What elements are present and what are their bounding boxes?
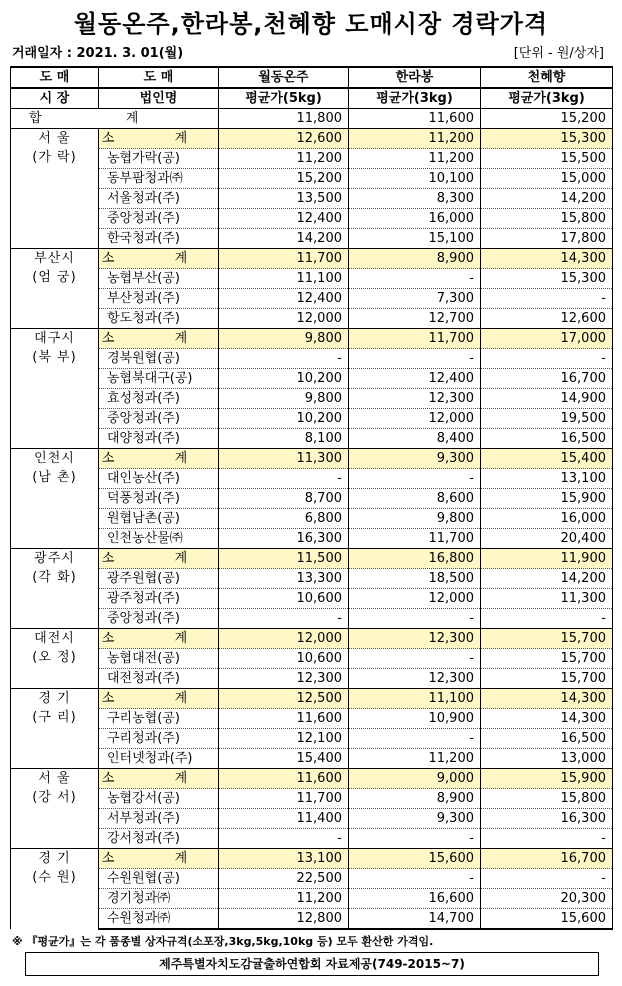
- price-cell-3: 15,800: [481, 789, 613, 809]
- corp-name: 농협강서(공): [99, 789, 219, 809]
- price-cell-3: 15,300: [481, 269, 613, 289]
- price-cell-2: -: [349, 269, 481, 289]
- market-name-line2: (강 서): [32, 790, 77, 805]
- price-cell-1: 14,200: [219, 229, 349, 249]
- price-cell-3: 16,700: [481, 849, 613, 869]
- corp-name: 광주원협(공): [99, 569, 219, 589]
- price-cell-2: 11,700: [349, 529, 481, 549]
- unit-label: [단위 - 원/상자]: [513, 46, 604, 61]
- table-body: [11, 109, 613, 930]
- table-row: [11, 589, 613, 609]
- market-name-line1: 대전시: [34, 631, 75, 646]
- table-row: [11, 229, 613, 249]
- price-cell-1: 15,200: [219, 169, 349, 189]
- price-table: [10, 66, 613, 930]
- price-cell-2: 12,300: [349, 669, 481, 689]
- price-cell-1: 12,000: [219, 629, 349, 649]
- price-cell-3: 15,300: [481, 129, 613, 149]
- header-col1-2: 평균가(5kg): [219, 88, 349, 109]
- price-cell-2: 11,100: [349, 689, 481, 709]
- price-cell-1: 9,800: [219, 389, 349, 409]
- corp-name: 중앙청과(주): [99, 209, 219, 229]
- footnote: ※ 『평균가』는 각 품종별 상자규격(소포장,3kg,5kg,10kg 등) 모두 환산한 가격임.: [12, 935, 434, 948]
- price-cell-2: 8,900: [349, 249, 481, 269]
- price-cell-2: -: [349, 349, 481, 369]
- price-cell-2: 11,200: [349, 749, 481, 769]
- price-cell-2: 11,700: [349, 329, 481, 349]
- table-row: [11, 369, 613, 389]
- subtotal-row: [11, 249, 613, 269]
- total-v1: 11,800: [219, 109, 349, 129]
- price-cell-3: 16,300: [481, 809, 613, 829]
- table-row: [11, 789, 613, 809]
- market-name: [11, 549, 99, 629]
- table-row: [11, 609, 613, 629]
- price-cell-3: 20,400: [481, 529, 613, 549]
- table-row: [11, 509, 613, 529]
- price-cell-3: 16,700: [481, 369, 613, 389]
- market-name: [11, 249, 99, 329]
- header-col3: 천혜향: [481, 67, 613, 88]
- price-cell-1: 11,600: [219, 769, 349, 789]
- price-cell-2: -: [349, 609, 481, 629]
- market-name-line2: (오 정): [32, 650, 77, 665]
- subtotal-label: 소 계: [99, 629, 219, 649]
- table-row: [11, 349, 613, 369]
- price-cell-1: 12,400: [219, 289, 349, 309]
- price-cell-2: 15,600: [349, 849, 481, 869]
- price-cell-2: 16,600: [349, 889, 481, 909]
- subtotal-row: [11, 689, 613, 709]
- price-cell-1: 11,100: [219, 269, 349, 289]
- price-cell-3: -: [481, 869, 613, 889]
- price-cell-1: 10,200: [219, 369, 349, 389]
- price-cell-3: 15,700: [481, 669, 613, 689]
- market-name-line2: (남 촌): [32, 470, 77, 485]
- market-name-line2: (가 락): [32, 150, 77, 165]
- corp-name: 서울청과(주): [99, 189, 219, 209]
- table-row: [11, 649, 613, 669]
- price-cell-3: 16,500: [481, 729, 613, 749]
- market-name-line2: (북 부): [32, 350, 77, 365]
- corp-name: 수원원협(공): [99, 869, 219, 889]
- market-name-line2: (구 리): [32, 710, 77, 725]
- price-cell-1: 13,100: [219, 849, 349, 869]
- price-cell-2: 12,000: [349, 409, 481, 429]
- price-cell-2: -: [349, 829, 481, 849]
- market-name: [11, 769, 99, 849]
- trade-date: 거래일자 : 2021. 3. 01(월): [12, 46, 184, 61]
- price-cell-2: 16,800: [349, 549, 481, 569]
- price-cell-1: 13,500: [219, 189, 349, 209]
- table-row: [11, 869, 613, 889]
- subtotal-label: 소 계: [99, 549, 219, 569]
- market-name: [11, 629, 99, 689]
- market-name-line1: 인천시: [34, 451, 75, 466]
- market-name: [11, 689, 99, 769]
- corp-name: 항도청과(주): [99, 309, 219, 329]
- price-cell-1: 11,500: [219, 549, 349, 569]
- price-cell-2: 9,800: [349, 509, 481, 529]
- price-cell-2: 8,300: [349, 189, 481, 209]
- subtotal-label: 소 계: [99, 689, 219, 709]
- price-cell-3: 19,500: [481, 409, 613, 429]
- subtotal-row: [11, 849, 613, 869]
- price-cell-2: 9,300: [349, 449, 481, 469]
- market-name-line1: 경 기: [38, 851, 71, 866]
- total-row: [11, 109, 613, 129]
- total-v2: 11,600: [349, 109, 481, 129]
- price-cell-2: -: [349, 869, 481, 889]
- price-cell-1: 11,300: [219, 449, 349, 469]
- price-cell-2: 8,600: [349, 489, 481, 509]
- price-cell-3: -: [481, 829, 613, 849]
- market-name: [11, 329, 99, 449]
- market-name: [11, 849, 99, 930]
- corp-name: 광주청과(주): [99, 589, 219, 609]
- header-market-2: 시 장: [11, 88, 99, 109]
- corp-name: 부산청과(주): [99, 289, 219, 309]
- price-cell-1: 10,600: [219, 589, 349, 609]
- table-row: [11, 309, 613, 329]
- subtotal-row: [11, 329, 613, 349]
- table-row: [11, 289, 613, 309]
- price-cell-3: 17,000: [481, 329, 613, 349]
- price-cell-3: 13,000: [481, 749, 613, 769]
- corp-name: 강서청과(주): [99, 829, 219, 849]
- market-name: [11, 129, 99, 249]
- header-col1: 월동온주: [219, 67, 349, 88]
- subtotal-label: 소 계: [99, 329, 219, 349]
- price-cell-1: 16,300: [219, 529, 349, 549]
- price-cell-1: 11,200: [219, 149, 349, 169]
- price-cell-3: 15,900: [481, 769, 613, 789]
- price-cell-1: -: [219, 609, 349, 629]
- table-row: [11, 809, 613, 829]
- price-cell-3: 12,600: [481, 309, 613, 329]
- price-cell-3: 20,300: [481, 889, 613, 909]
- price-cell-2: 10,900: [349, 709, 481, 729]
- subtotal-label: 소 계: [99, 449, 219, 469]
- table-row: [11, 269, 613, 289]
- price-cell-1: -: [219, 469, 349, 489]
- price-cell-1: 12,100: [219, 729, 349, 749]
- corp-name: 인터넷청과(주): [99, 749, 219, 769]
- market-name-line1: 경 기: [38, 691, 71, 706]
- corp-name: 인천농산물㈜: [99, 529, 219, 549]
- price-cell-2: 12,700: [349, 309, 481, 329]
- total-v3: 15,200: [481, 109, 613, 129]
- corp-name: 수원청과㈜: [99, 909, 219, 930]
- table-row: [11, 829, 613, 849]
- corp-name: 중앙청과(주): [99, 609, 219, 629]
- subtotal-row: [11, 129, 613, 149]
- market-name-line2: (수 원): [32, 870, 77, 885]
- price-cell-3: 15,600: [481, 909, 613, 930]
- corp-name: 농협가락(공): [99, 149, 219, 169]
- table-row: [11, 189, 613, 209]
- corp-name: 구리청과(주): [99, 729, 219, 749]
- price-cell-3: 15,500: [481, 149, 613, 169]
- corp-name: 한국청과(주): [99, 229, 219, 249]
- header-col2: 한라봉: [349, 67, 481, 88]
- corp-name: 덕풍청과(주): [99, 489, 219, 509]
- price-cell-2: 8,400: [349, 429, 481, 449]
- table-row: [11, 169, 613, 189]
- price-cell-3: 14,200: [481, 189, 613, 209]
- table-row: [11, 729, 613, 749]
- price-cell-1: 11,700: [219, 249, 349, 269]
- corp-name: 경기청과㈜: [99, 889, 219, 909]
- price-cell-1: 9,800: [219, 329, 349, 349]
- table-row: [11, 429, 613, 449]
- price-cell-1: 12,800: [219, 909, 349, 930]
- price-cell-1: 11,200: [219, 889, 349, 909]
- price-cell-2: 8,900: [349, 789, 481, 809]
- corp-name: 중앙청과(주): [99, 409, 219, 429]
- market-name-line2: (각 화): [32, 570, 77, 585]
- corp-name: 대전청과(주): [99, 669, 219, 689]
- table-row: [11, 709, 613, 729]
- corp-name: 대양청과(주): [99, 429, 219, 449]
- price-cell-3: 11,300: [481, 589, 613, 609]
- table-row: [11, 489, 613, 509]
- market-name-line2: (엄 궁): [32, 270, 77, 285]
- subtotal-label: 소 계: [99, 849, 219, 869]
- price-cell-1: 12,600: [219, 129, 349, 149]
- price-cell-3: 15,700: [481, 629, 613, 649]
- market-name-line1: 광주시: [34, 551, 75, 566]
- price-cell-1: 6,800: [219, 509, 349, 529]
- price-cell-2: 9,300: [349, 809, 481, 829]
- price-cell-1: 12,300: [219, 669, 349, 689]
- price-cell-2: 10,100: [349, 169, 481, 189]
- market-name-line1: 서 울: [38, 131, 71, 146]
- table-row: [11, 409, 613, 429]
- price-cell-2: 12,300: [349, 389, 481, 409]
- price-cell-3: 16,000: [481, 509, 613, 529]
- corp-name: 농협부산(공): [99, 269, 219, 289]
- price-cell-3: 13,100: [481, 469, 613, 489]
- price-cell-1: 13,300: [219, 569, 349, 589]
- table-row: [11, 749, 613, 769]
- price-cell-1: 12,000: [219, 309, 349, 329]
- price-cell-3: -: [481, 349, 613, 369]
- corp-name: 원협남촌(공): [99, 509, 219, 529]
- market-name: [11, 449, 99, 549]
- price-cell-3: 17,800: [481, 229, 613, 249]
- price-cell-2: -: [349, 729, 481, 749]
- subtotal-label: 소 계: [99, 769, 219, 789]
- price-cell-1: 15,400: [219, 749, 349, 769]
- header-col2-2: 평균가(3kg): [349, 88, 481, 109]
- corp-name: 농협대전(공): [99, 649, 219, 669]
- price-cell-2: 9,000: [349, 769, 481, 789]
- price-cell-3: 15,700: [481, 649, 613, 669]
- corp-name: 동부팜청과㈜: [99, 169, 219, 189]
- corp-name: 농협북대구(공): [99, 369, 219, 389]
- table-row: [11, 149, 613, 169]
- subtotal-row: [11, 629, 613, 649]
- price-cell-3: 16,500: [481, 429, 613, 449]
- header-col3-2: 평균가(3kg): [481, 88, 613, 109]
- price-cell-1: 11,600: [219, 709, 349, 729]
- price-cell-3: 15,000: [481, 169, 613, 189]
- corp-name: 효성청과(주): [99, 389, 219, 409]
- price-cell-1: -: [219, 829, 349, 849]
- price-cell-1: 10,200: [219, 409, 349, 429]
- price-cell-2: 11,200: [349, 129, 481, 149]
- price-cell-3: 15,400: [481, 449, 613, 469]
- table-row: [11, 389, 613, 409]
- price-cell-2: -: [349, 649, 481, 669]
- price-cell-2: 11,200: [349, 149, 481, 169]
- subtotal-label: 소 계: [99, 129, 219, 149]
- price-cell-1: 11,400: [219, 809, 349, 829]
- market-name-line1: 서 울: [38, 771, 71, 786]
- price-cell-1: 11,700: [219, 789, 349, 809]
- price-cell-2: 12,400: [349, 369, 481, 389]
- header-corp: 도 매: [99, 67, 219, 88]
- header-corp-2: 법인명: [99, 88, 219, 109]
- price-cell-3: 15,900: [481, 489, 613, 509]
- table-row: [11, 469, 613, 489]
- table-row: [11, 889, 613, 909]
- price-cell-1: -: [219, 349, 349, 369]
- subtotal-row: [11, 549, 613, 569]
- price-cell-3: 14,900: [481, 389, 613, 409]
- price-cell-1: 8,700: [219, 489, 349, 509]
- corp-name: 구리농협(공): [99, 709, 219, 729]
- table-row: [11, 909, 613, 930]
- price-cell-3: 14,300: [481, 709, 613, 729]
- table-row: [11, 529, 613, 549]
- total-label: 합 계: [11, 109, 219, 129]
- price-cell-1: 12,400: [219, 209, 349, 229]
- price-cell-1: 12,500: [219, 689, 349, 709]
- price-cell-3: 11,900: [481, 549, 613, 569]
- price-cell-3: 14,200: [481, 569, 613, 589]
- table-row: [11, 669, 613, 689]
- table-row: [11, 569, 613, 589]
- subtotal-row: [11, 769, 613, 789]
- subtotal-label: 소 계: [99, 249, 219, 269]
- price-cell-2: 7,300: [349, 289, 481, 309]
- corp-name: 대인농산(주): [99, 469, 219, 489]
- price-cell-2: 12,300: [349, 629, 481, 649]
- price-cell-3: 14,300: [481, 689, 613, 709]
- price-cell-1: 8,100: [219, 429, 349, 449]
- market-name-line1: 대구시: [34, 331, 75, 346]
- price-cell-2: 16,000: [349, 209, 481, 229]
- market-name-line1: 부산시: [34, 251, 75, 266]
- header-market: 도 매: [11, 67, 99, 88]
- subtotal-row: [11, 449, 613, 469]
- price-cell-2: -: [349, 469, 481, 489]
- price-cell-3: 15,800: [481, 209, 613, 229]
- price-cell-3: 14,300: [481, 249, 613, 269]
- price-cell-2: 15,100: [349, 229, 481, 249]
- price-cell-2: 12,000: [349, 589, 481, 609]
- price-cell-1: 10,600: [219, 649, 349, 669]
- price-cell-3: -: [481, 289, 613, 309]
- table-row: [11, 209, 613, 229]
- price-cell-2: 14,700: [349, 909, 481, 930]
- source-box: 제주특별자치도감귤출하연합회 자료제공(749-2015~7): [25, 952, 599, 976]
- page-title: 월동온주,한라봉,천혜향 도매시장 경락가격: [73, 10, 549, 38]
- price-cell-3: -: [481, 609, 613, 629]
- corp-name: 서부청과(주): [99, 809, 219, 829]
- price-cell-2: 18,500: [349, 569, 481, 589]
- price-cell-1: 22,500: [219, 869, 349, 889]
- corp-name: 경북원협(공): [99, 349, 219, 369]
